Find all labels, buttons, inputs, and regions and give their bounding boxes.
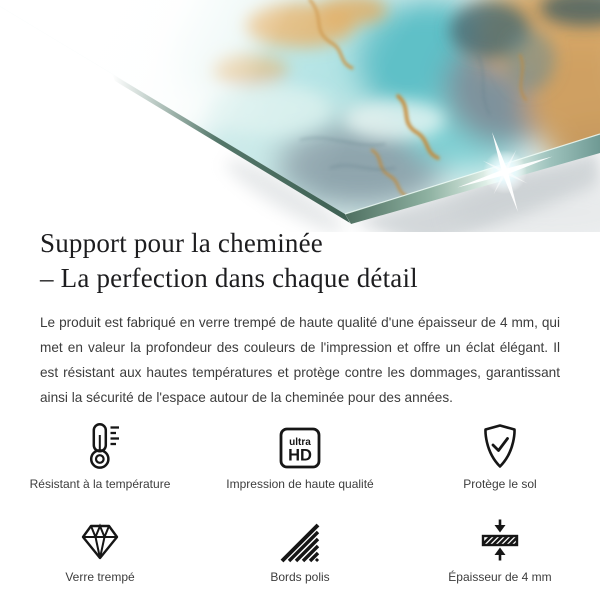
feature-label: Résistant à la température (29, 477, 171, 491)
feature-label: Épaisseur de 4 mm (448, 570, 552, 584)
ultra-hd-icon-text-top: ultra (289, 437, 311, 448)
feature-label: Impression de haute qualité (226, 477, 374, 491)
ultra-hd-icon (278, 426, 322, 470)
hero-art (0, 0, 600, 232)
polished-edges-icon (280, 523, 320, 563)
title-line-1: Support pour la cheminée (40, 228, 323, 258)
content-section (0, 226, 600, 584)
features-grid (0, 420, 600, 584)
feature-tempered-glass (0, 513, 200, 584)
shield-check-icon (478, 422, 522, 470)
feature-thickness (400, 513, 600, 584)
feature-label: Protège le sol (463, 477, 537, 491)
thermometer-icon (78, 422, 122, 470)
feature-label: Verre trempé (65, 570, 135, 584)
thickness-arrows-icon (480, 517, 520, 563)
ultra-hd-icon-text-bottom: HD (288, 446, 312, 465)
feature-polished-edges (200, 513, 400, 584)
feature-label: Bords polis (270, 570, 330, 584)
product-hero-image (0, 0, 600, 232)
diamond-icon (76, 521, 124, 563)
page-title (40, 226, 560, 296)
feature-floor-protection (400, 420, 600, 491)
feature-print-quality (200, 420, 400, 491)
title-line-2: – La perfection dans chaque détail (40, 263, 418, 293)
product-description: Le produit est fabriqué en verre trempé de haute qualité d'une épaisseur de 4 mm, qui met en valeur la profondeur des couleurs de l'impression et offre un éclat élégant. Il est résistant aux hautes températures et protège contre les dommages, garantissant ainsi la sécurité de l'espace autour de la cheminée pour des années. (40, 315, 560, 405)
feature-temperature (0, 420, 200, 491)
